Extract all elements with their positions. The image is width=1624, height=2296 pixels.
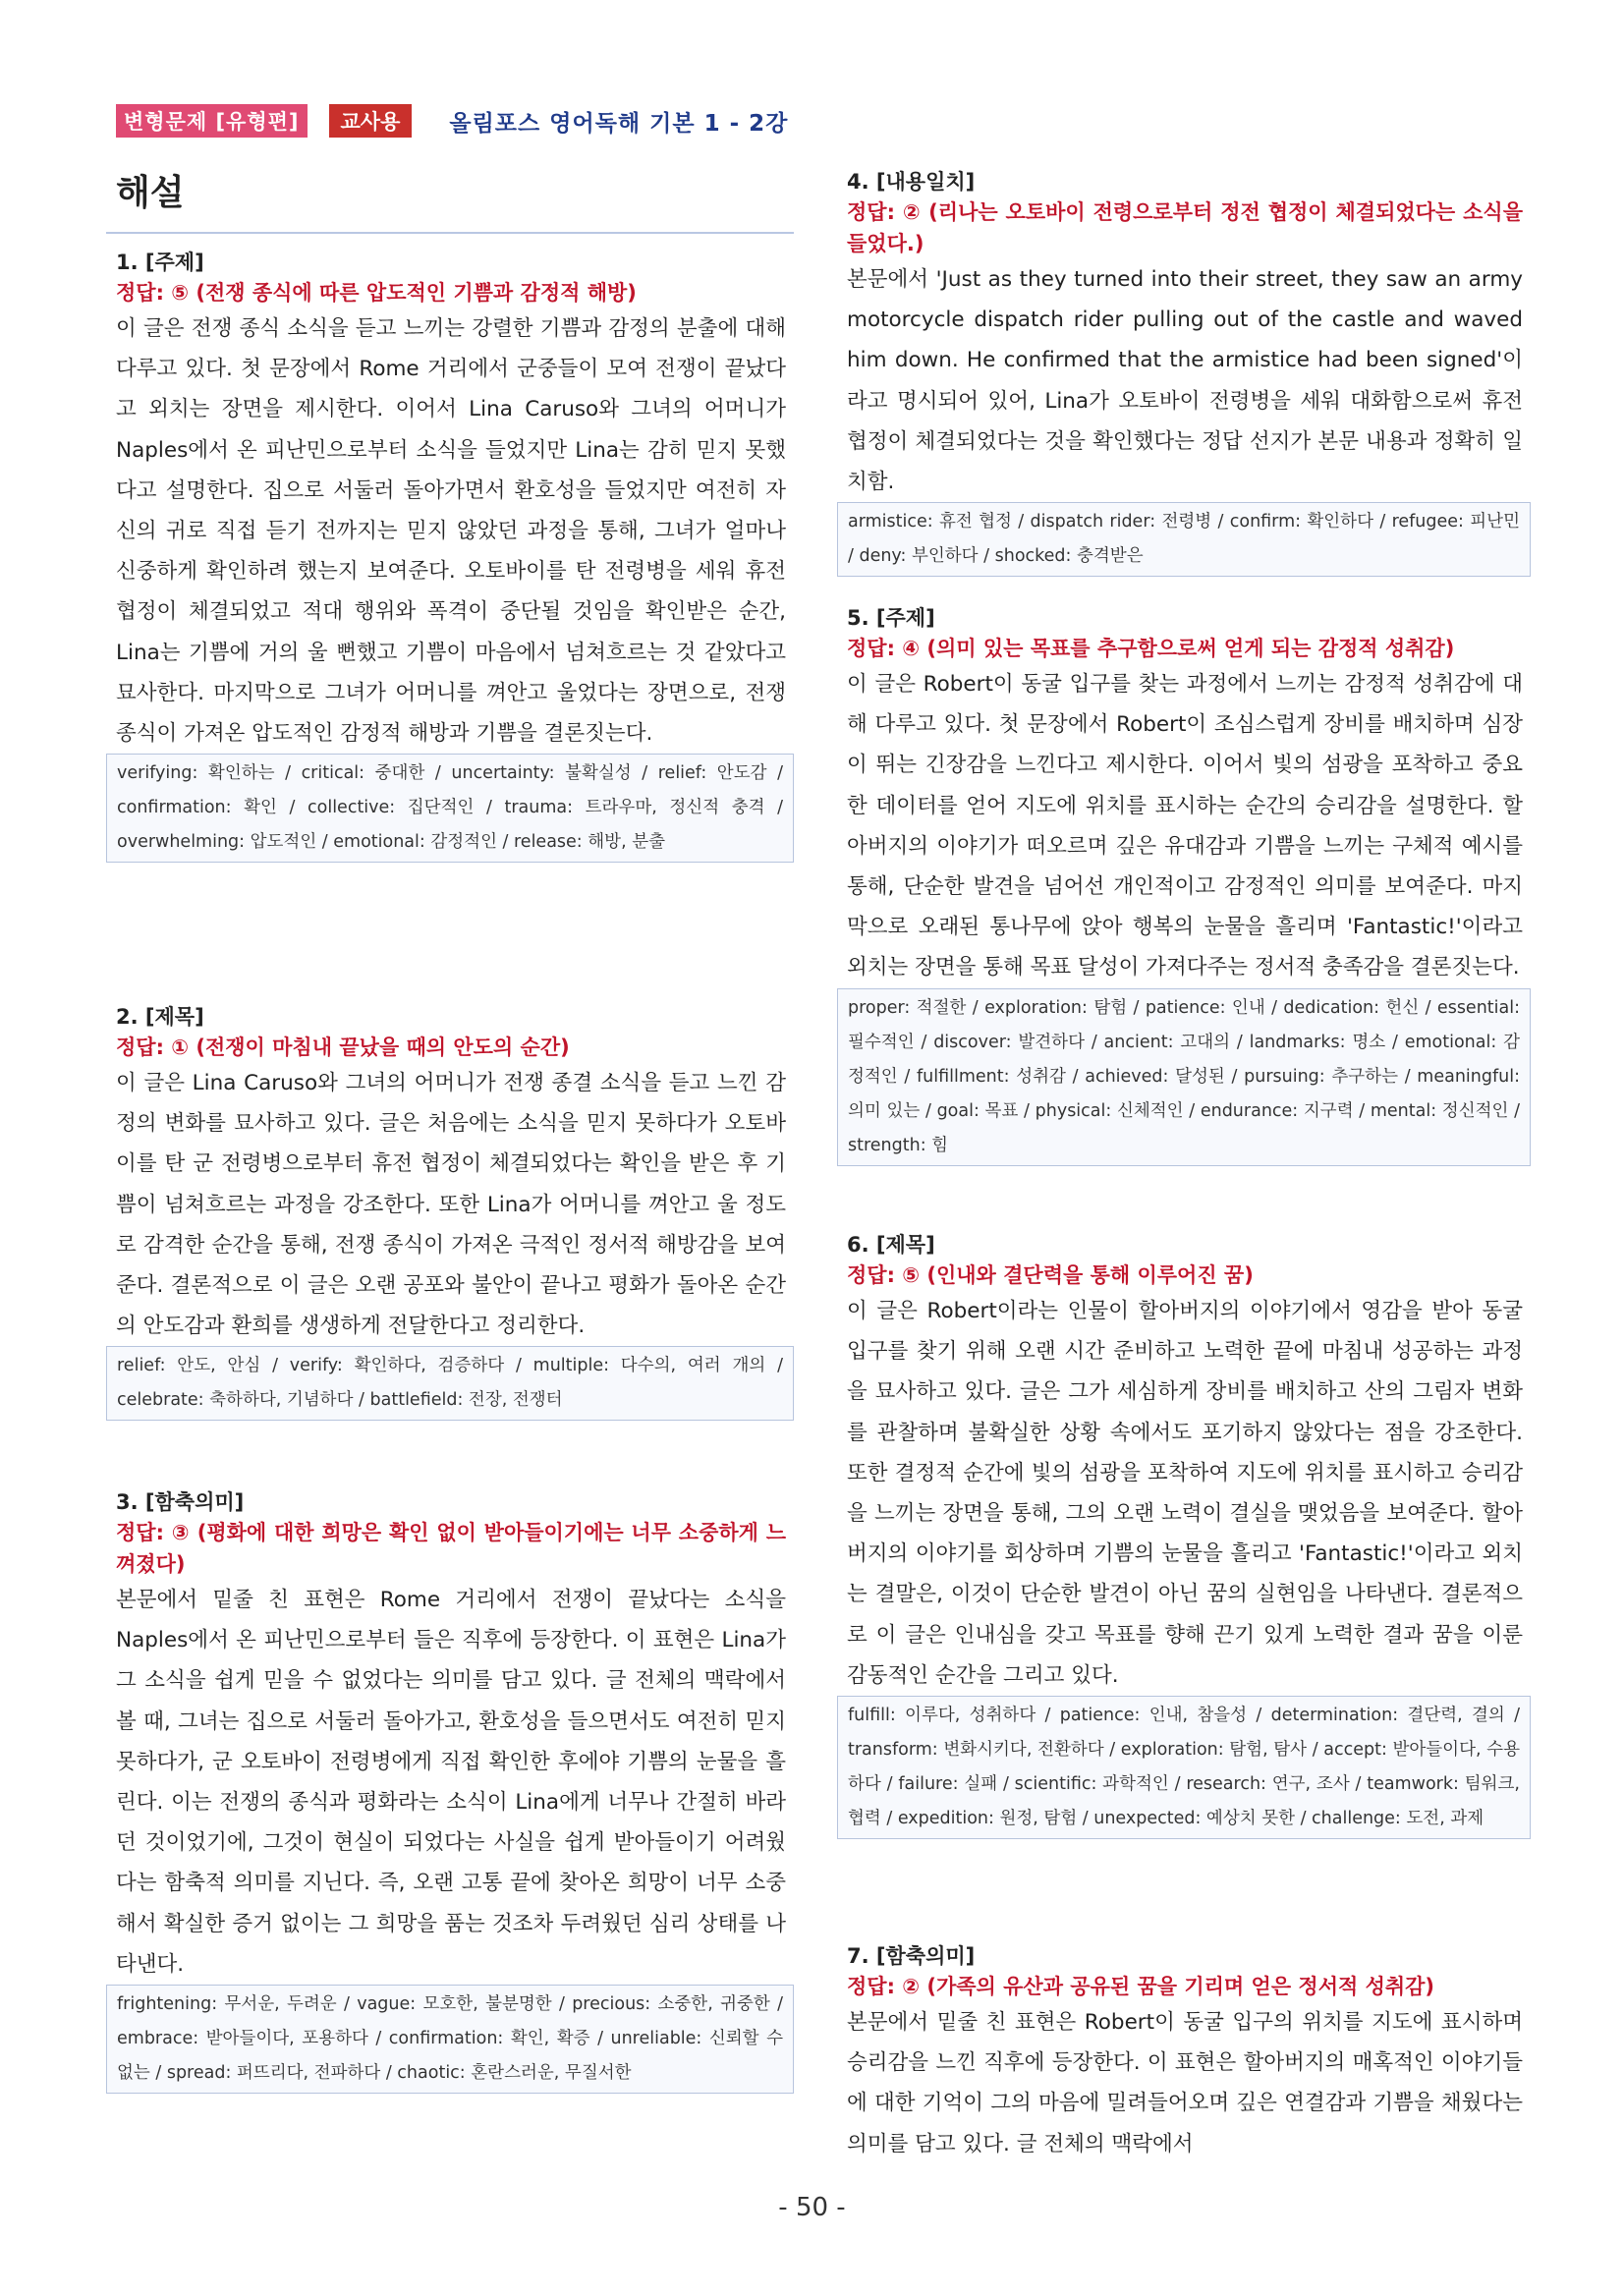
vocab-box: fulfill: 이루다, 성취하다 / patience: 인내, 참을성 / determination: 결단력, 결의 / transform: 변화시키다, 전환하다 / exploration: 탐험, 탐사 / accept: 받아들이다, 수용하다 / failure: 실패 / scientific: 과학적인 / research: 연구, 조사 / teamwork: 팀워크, 협력 / expedition: 원정, 탐험 / unexpected: 예상치 못한 / challenge: 도전, 과제 [837, 1696, 1531, 1839]
section-title: 5. [주제] [847, 606, 935, 630]
explanation-text: 본문에서 밑줄 친 표현은 Rome 거리에서 전쟁이 끝났다는 소식을 Naples에서 온 피난민으로부터 들은 직후에 등장한다. 이 표현은 Lina가 그 소식을 쉽게 믿을 수 없었다는 의미를 담고 있다. 글 전체의 맥락에서 볼 때, 그녀는 집으로 서둘러 돌아가고, 환호성을 들으면서도 여전히 믿지 못하다가, 군 오토바이 전령병에게 직접 확인한 후에야 기쁨의 눈물을 흘린다. 이는 전쟁의 종식과 평화라는 소식이 Lina에게 너무나 간절히 바라던 것이었기에, 그것이 현실이 되었다는 사실을 쉽게 받아들이기 어려웠다는 함축적 의미를 지닌다. 즉, 오랜 고통 끝에 찾아온 희망이 너무 소중해서 확실한 증거 없이는 그 희망을 품는 것조차 두려웠던 심리 상태를 나타낸다. [116, 1588, 786, 1977]
explanation-text: 이 글은 Robert이라는 인물이 할아버지의 이야기에서 영감을 받아 동굴 입구를 찾기 위해 오랜 시간 준비하고 노력한 끝에 마침내 성공하는 과정을 묘사하고 있다. 글은 그가 세심하게 장비를 배치하고 산의 그림자 변화를 관찰하며 불확실한 상황 속에서도 포기하지 않았다는 점을 강조한다. 또한 결정적 순간에 빛의 섬광을 포착하여 지도에 위치를 표시하고 승리감을 느끼는 장면을 통해, 그의 오랜 노력이 결실을 맺었음을 보여준다. 할아버지의 이야기를 회상하며 기쁨의 눈물을 흘리고 'Fantastic!'이라고 외치는 결말은, 이것이 단순한 발견이 아닌 꿈의 실현임을 나타낸다. 결론적으로 이 글은 인내심을 갖고 목표를 향해 끈기 있게 노력한 결과 꿈을 이룬 감동적인 순간을 그리고 있다. [847, 1299, 1523, 1688]
vocab-box: frightening: 무서운, 두려운 / vague: 모호한, 불분명한 / precious: 소중한, 귀중한 / embrace: 받아들이다, 포용하다 / confirmation: 확인, 확증 / unreliable: 신뢰할 수 없는 / spread: 퍼뜨리다, 전파하다 / chaotic: 혼란스러운, 무질서한 [106, 1985, 794, 2094]
vocab-box: armistice: 휴전 협정 / dispatch rider: 전령병 / confirm: 확인하다 / refugee: 피난민 / deny: 부인하다 / shocked: 충격받은 [837, 502, 1531, 577]
answer-line: 정답: ② (가족의 유산과 공유된 꿈을 기리며 얻은 정서적 성취감) [847, 1975, 1435, 1998]
section-3 [106, 1487, 794, 2094]
section-title: 3. [함축의미] [116, 1490, 245, 1514]
section-title: 1. [주제] [116, 251, 204, 274]
explanation-text: 본문에서 밑줄 친 표현은 Robert이 동굴 입구의 위치를 지도에 표시하며 승리감을 느낀 직후에 등장한다. 이 표현은 할아버지의 매혹적인 이야기들에 대한 기억이 그의 마음에 밀려들어오며 깊은 연결감과 기쁨을 채웠다는 의미를 담고 있다. 글 전체의 맥락에서 [847, 2010, 1523, 2156]
answer-line: 정답: ② (리나는 오토바이 전령으로부터 정전 협정이 체결되었다는 소식을 들었다.) [847, 200, 1523, 255]
page-header [116, 106, 788, 136]
vocab-box: verifying: 확인하는 / critical: 중대한 / uncertainty: 불확실성 / relief: 안도감 / confirmation: 확인 / collective: 집단적인 / trauma: 트라우마, 정신적 충격 / overwhelming: 압도적인 / emotional: 감정적인 / release: 해방, 분출 [106, 754, 794, 863]
section-6 [837, 1230, 1531, 1839]
section-title: 7. [함축의미] [847, 1944, 976, 1968]
explanation-text: 본문에서 'Just as they turned into their street, they saw an army motorcycle dispatch rider pulling out of the castle and waved him down. He confirmed that the armistice had been signed'이라고 명시되어 있어, Lina가 오토바이 전령병을 세워 대화함으로써 휴전 협정이 체결되었다는 것을 확인했다는 정답 선지가 본문 내용과 정확히 일치함. [847, 267, 1523, 495]
answer-line: 정답: ④ (의미 있는 목표를 추구함으로써 얻게 되는 감정적 성취감) [847, 637, 1455, 660]
section-7 [837, 1941, 1531, 2164]
vocab-box: relief: 안도, 안심 / verify: 확인하다, 검증하다 / multiple: 다수의, 여러 개의 / celebrate: 축하하다, 기념하다 / battlefield: 전장, 전쟁터 [106, 1346, 794, 1421]
title-divider [106, 232, 794, 234]
teacher-badge: 교사용 [329, 104, 413, 138]
answer-line: 정답: ⑤ (인내와 결단력을 통해 이루어진 꿈) [847, 1263, 1254, 1287]
answer-line: 정답: ⑤ (전쟁 종식에 따른 압도적인 기쁨과 감정적 해방) [116, 281, 637, 305]
section-title: 6. [제목] [847, 1233, 935, 1257]
section-4 [837, 167, 1531, 577]
explanation-text: 이 글은 전쟁 종식 소식을 듣고 느끼는 강렬한 기쁨과 감정의 분출에 대해 다루고 있다. 첫 문장에서 Rome 거리에서 군중들이 모여 전쟁이 끝났다고 외치는 장면을 제시한다. 이어서 Lina Caruso와 그녀의 어머니가 Naples에서 온 피난민으로부터 소식을 들었지만 Lina는 감히 믿지 못했다고 설명한다. 집으로 서둘러 돌아가면서 환호성을 들었지만 여전히 자신의 귀로 직접 듣기 전까지는 믿지 않았던 과정을 통해, 그녀가 얼마나 신중하게 확인하려 했는지 보여준다. 오토바이를 탄 전령병을 세워 휴전 협정이 체결되었고 적대 행위와 폭격이 중단될 것임을 확인받은 순간, Lina는 기쁨에 거의 울 뻔했고 기쁨이 마음에서 넘쳐흐르는 것 같았다고 묘사한다. 마지막으로 그녀가 어머니를 껴안고 울었다는 장면으로, 전쟁 종식이 가져온 압도적인 감정적 해방과 기쁨을 결론짓는다. [116, 316, 786, 747]
explanation-text: 이 글은 Robert이 동굴 입구를 찾는 과정에서 느끼는 감정적 성취감에 대해 다루고 있다. 첫 문장에서 Robert이 조심스럽게 장비를 배치하며 심장이 뛰는 긴장감을 느낀다고 제시한다. 이어서 빛의 섬광을 포착하고 중요한 데이터를 얻어 지도에 위치를 표시하는 순간의 승리감을 설명한다. 할아버지의 이야기가 떠오르며 깊은 유대감과 기쁨을 느끼는 구체적 예시를 통해, 단순한 발견을 넘어선 개인적이고 감정적인 의미를 보여준다. 마지막으로 오래된 통나무에 앉아 행복의 눈물을 흘리며 'Fantastic!'이라고 외치는 장면을 통해 목표 달성이 가져다주는 정서적 충족감을 결론짓는다. [847, 672, 1523, 980]
section-5 [837, 603, 1531, 1166]
vocab-box: proper: 적절한 / exploration: 탐험 / patience: 인내 / dedication: 헌신 / essential: 필수적인 / discover: 발견하다 / ancient: 고대의 / landmarks: 명소 / emotional: 감정적인 / fulfillment: 성취감 / achieved: 달성된 / pursuing: 추구하는 / meaningful: 의미 있는 / goal: 목표 / physical: 신체적인 / endurance: 지구력 / mental: 정신적인 / strength: 힘 [837, 988, 1531, 1166]
section-2 [106, 1002, 794, 1421]
type-badge: 변형문제 [유형편] [116, 104, 308, 138]
page-title: 해설 [116, 173, 185, 213]
answer-line: 정답: ① (전쟁이 마침내 끝났을 때의 안도의 순간) [116, 1036, 570, 1059]
answer-line: 정답: ③ (평화에 대한 희망은 확인 없이 받아들이기에는 너무 소중하게 느껴졌다) [116, 1521, 786, 1576]
section-title: 4. [내용일치] [847, 170, 976, 194]
explanation-text: 이 글은 Lina Caruso와 그녀의 어머니가 전쟁 종결 소식을 듣고 느낀 감정의 변화를 묘사하고 있다. 글은 처음에는 소식을 믿지 못하다가 오토바이를 탄 군 전령병으로부터 휴전 협정이 체결되었다는 확인을 받은 후 기쁨이 넘쳐흐르는 과정을 강조한다. 또한 Lina가 어머니를 껴안고 울 정도로 감격한 순간을 통해, 전쟁 종식이 가져온 극적인 정서적 해방감을 보여준다. 결론적으로 이 글은 오랜 공포와 불안이 끝나고 평화가 돌아온 순간의 안도감과 환희를 생생하게 전달한다고 정리한다. [116, 1071, 786, 1339]
book-title: 올림포스 영어독해 기본 1 - 2강 [449, 110, 789, 137]
section-1 [106, 248, 794, 863]
page-number: - 50 - [778, 2193, 846, 2222]
section-title: 2. [제목] [116, 1005, 204, 1029]
